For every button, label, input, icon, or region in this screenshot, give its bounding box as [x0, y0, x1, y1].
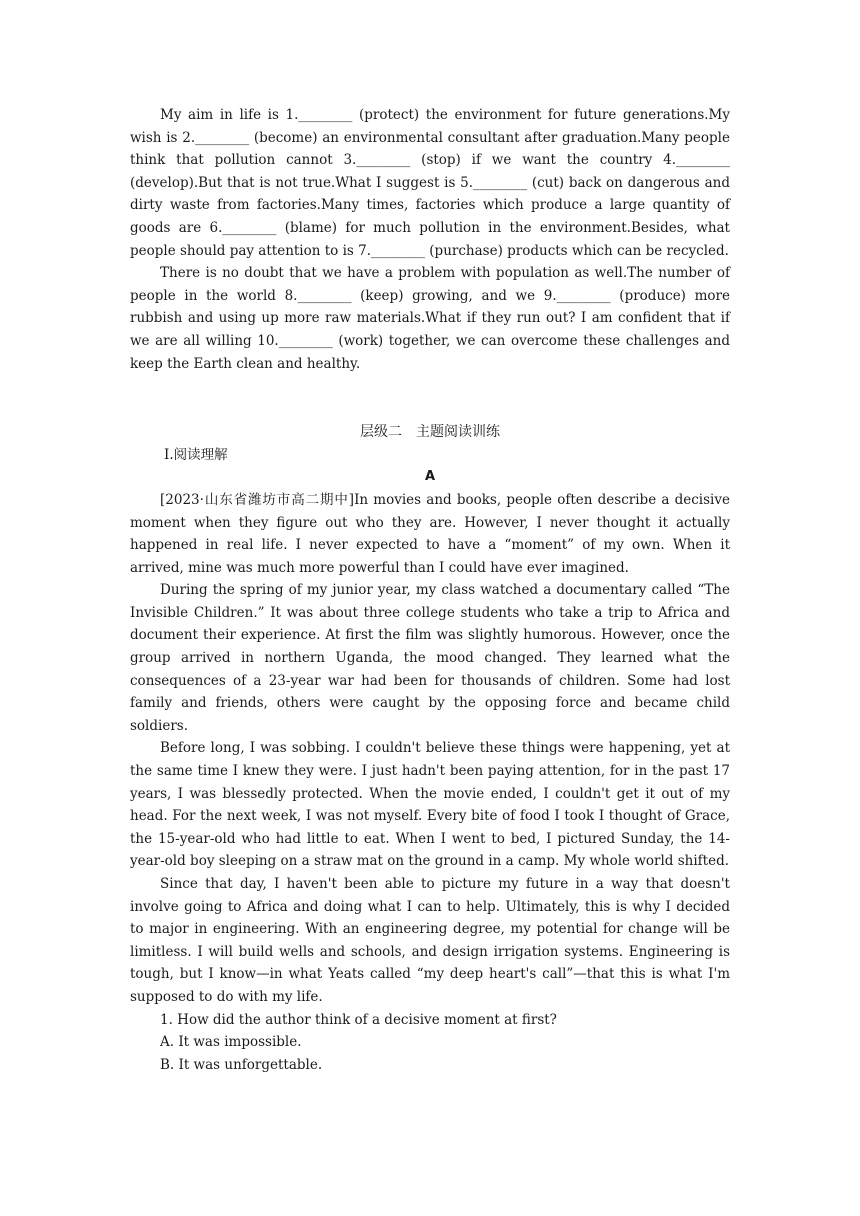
document-page [130, 104, 730, 1076]
passage-paragraph-3: Before long, I was sobbing. I couldn't believe these things were happening, yet at the same time I knew they were. I just hadn't been paying attention, for in the past 17 years, I was blessedly protected. When the movie ended, I couldn't get it out of my head. For the next week, I was not myself. Every bite of food I took I thought of Grace, the 15-year-old who had little to eat. When I went to bed, I pictured Sunday, the 14-year-old boy sleeping on a straw mat on the ground in a camp. My whole world shifted. [130, 740, 730, 870]
passage-paragraph-4: Since that day, I haven't been able to picture my future in a way that doesn't involve going to Africa and doing what I can to help. Ultimately, this is why I decided to major in engineering. With an engineering degree, my potential for change will be limitless. I will build wells and schools, and design irrigation systems. Engineering is tough, but I know—in what Yeats called “my deep heart's call”—that this is what I'm supposed to do with my life. [130, 876, 730, 1005]
cloze-paragraph-2: There is no doubt that we have a problem with population as well.The number of people in the world 8.________ (keep) growing, and we 9.________ (produce) more rubbish and using up more raw materials.What if they run out? I am confident that if we are all willing 10.________ (work) together, we can overcome these challenges and keep the Earth clean and healthy. [130, 265, 730, 372]
passage-paragraph-1: [2023·山东省潍坊市高二期中]In movies and books, people often describe a decisive moment when they figure out who they are. However, I never thought it actually happened in real life. I never expected to have a “moment” of my own. When it arrived, mine was much more powerful than I could have ever imagined. [130, 491, 730, 576]
section-label: Ⅰ.阅读理解 [164, 446, 228, 463]
question-option-a: A. It was impossible. [160, 1034, 302, 1051]
passage-letter: A [424, 469, 436, 485]
cloze-paragraph-1: My aim in life is 1.________ (protect) the environment for future generations.My wish is 2.________ (become) an environmental consultant after graduation.Many people think that pollution cannot 3.________ (stop) if we want the country 4.________ (develop).But that is not true.What I suggest is 5.________ (cut) back on dangerous and dirty waste from factories.Many times, factories which produce a large quantity of goods are 6.________ (blame) for much pollution in the environment.Besides, what people should pay attention to is 7.________ (purchase) products which can be recycled. [130, 107, 730, 259]
question-stem: 1. How did the author think of a decisive moment at first? [160, 1011, 557, 1028]
level-title: 层级二 主题阅读训练 [360, 424, 500, 441]
question-option-b: B. It was unforgettable. [160, 1056, 323, 1073]
spacer [130, 375, 730, 421]
passage-paragraph-2: During the spring of my junior year, my class watched a documentary called “The Invisible Children.” It was about three college students who take a trip to Africa and document their experience. At first the film was slightly humorous. However, once the group arrived in northern Uganda, the mood changed. They learned what the consequences of a 23-year war had been for thousands of children. Some had lost family and friends, others were caught by the opposing force and became child soldiers. [130, 582, 730, 734]
